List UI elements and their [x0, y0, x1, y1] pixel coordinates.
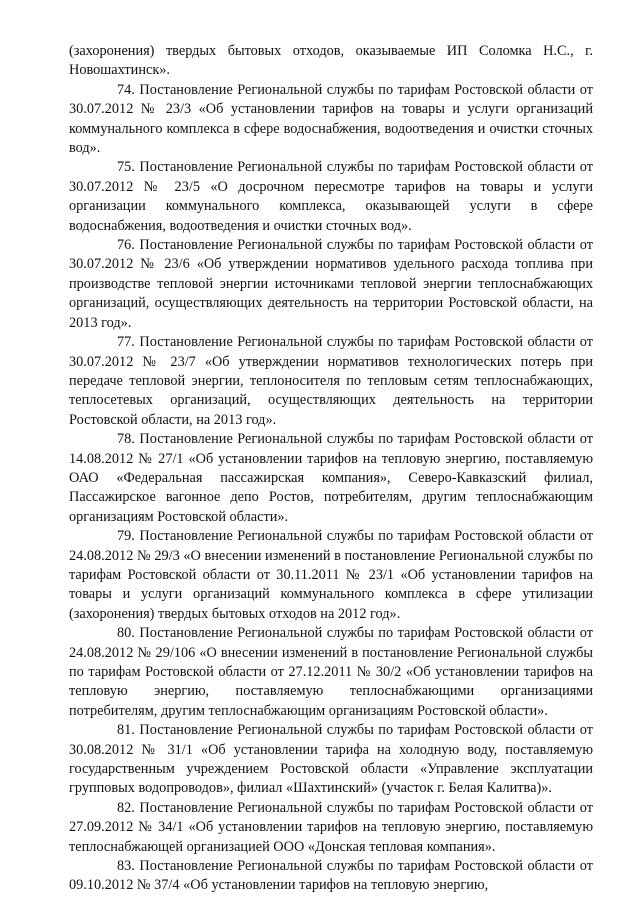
list-item-77: 77. Постановление Региональной службы по тарифам Ростовской области от 30.07.2012 № 23/7 «Об утверждении нормативов технологических потерь при передаче тепловой энергии, теплоносителя по тепловым сетям теплоснабжающих, теплосетевых организаций, осуществляющих деятельность на территории Ростовской области, на 2013 год». — [69, 334, 593, 428]
list-item-79: 79. Постановление Региональной службы по тарифам Ростовской области от 24.08.2012 № 29/3 «О внесении изменений в постановление Региональной службы по тарифам Ростовской области от 30.11.2011 № 23/1 «Об установлении тарифов на товары и услуги организаций коммунального комплекса в сфере утилизации (захоронения) твердых бытовых отходов на 2012 год». — [69, 528, 593, 622]
list-item-76: 76. Постановление Региональной службы по тарифам Ростовской области от 30.07.2012 № 23/6 «Об утверждении нормативов удельного расхода топлива при производстве тепловой энергии источниками тепловой энергии теплоснабжающих организаций, осуществляющих деятельность на территории Ростовской области, на 2013 год». — [69, 237, 593, 331]
document-page — [69, 42, 593, 896]
list-item-83: 83. Постановление Региональной службы по тарифам Ростовской области от 09.10.2012 № 37/4 «Об установлении тарифов на тепловую энергию, — [69, 858, 593, 894]
list-item-75: 75. Постановление Региональной службы по тарифам Ростовской области от 30.07.2012 № 23/5 «О досрочном пересмотре тарифов на товары и услуги организации коммунального комплекса, оказывающей услуги в сфере водоснабжения, водоотведения и очистки сточных вод». — [69, 159, 593, 234]
list-item-80: 80. Постановление Региональной службы по тарифам Ростовской области от 24.08.2012 № 29/106 «О внесении изменений в постановление Региональной службы по тарифам Ростовской области от 27.12.2011 № 30/2 «Об установлении тарифов на тепловую энергию, поставляемую теплоснабжающими организациями потребителям, другим теплоснабжающим организациям Ростовской области». — [69, 625, 593, 719]
list-item-82: 82. Постановление Региональной службы по тарифам Ростовской области от 27.09.2012 № 34/1 «Об установлении тарифов на тепловую энергию, поставляемую теплоснабжающей организацией ООО «Донская тепловая компания». — [69, 799, 593, 855]
paragraph-continuation: (захоронения) твердых бытовых отходов, оказываемые ИП Соломка Н.С., г. Новошахтинск». — [69, 43, 593, 79]
list-item-81: 81. Постановление Региональной службы по тарифам Ростовской области от 30.08.2012 № 31/1 «Об установлении тарифа на холодную воду, поставляемую государственным учреждением Ростовской области «Управление эксплуатации групповых водопроводов», филиал «Шахтинский» (участок г. Белая Калитва)». — [69, 722, 593, 797]
list-item-74: 74. Постановление Региональной службы по тарифам Ростовской области от 30.07.2012 № 23/3 «Об установлении тарифов на товары и услуги организаций коммунального комплекса в сфере водоснабжения, водоотведения и очистки сточных вод». — [69, 81, 593, 157]
list-item-78: 78. Постановление Региональной службы по тарифам Ростовской области от 14.08.2012 № 27/1 «Об установлении тарифов на тепловую энергию, поставляемую ОАО «Федеральная пассажирская компания», Северо-Кавказский филиал, Пассажирское вагонное депо Ростов, потребителям, другим теплоснабжающим организациям Ростовской области». — [69, 431, 593, 525]
